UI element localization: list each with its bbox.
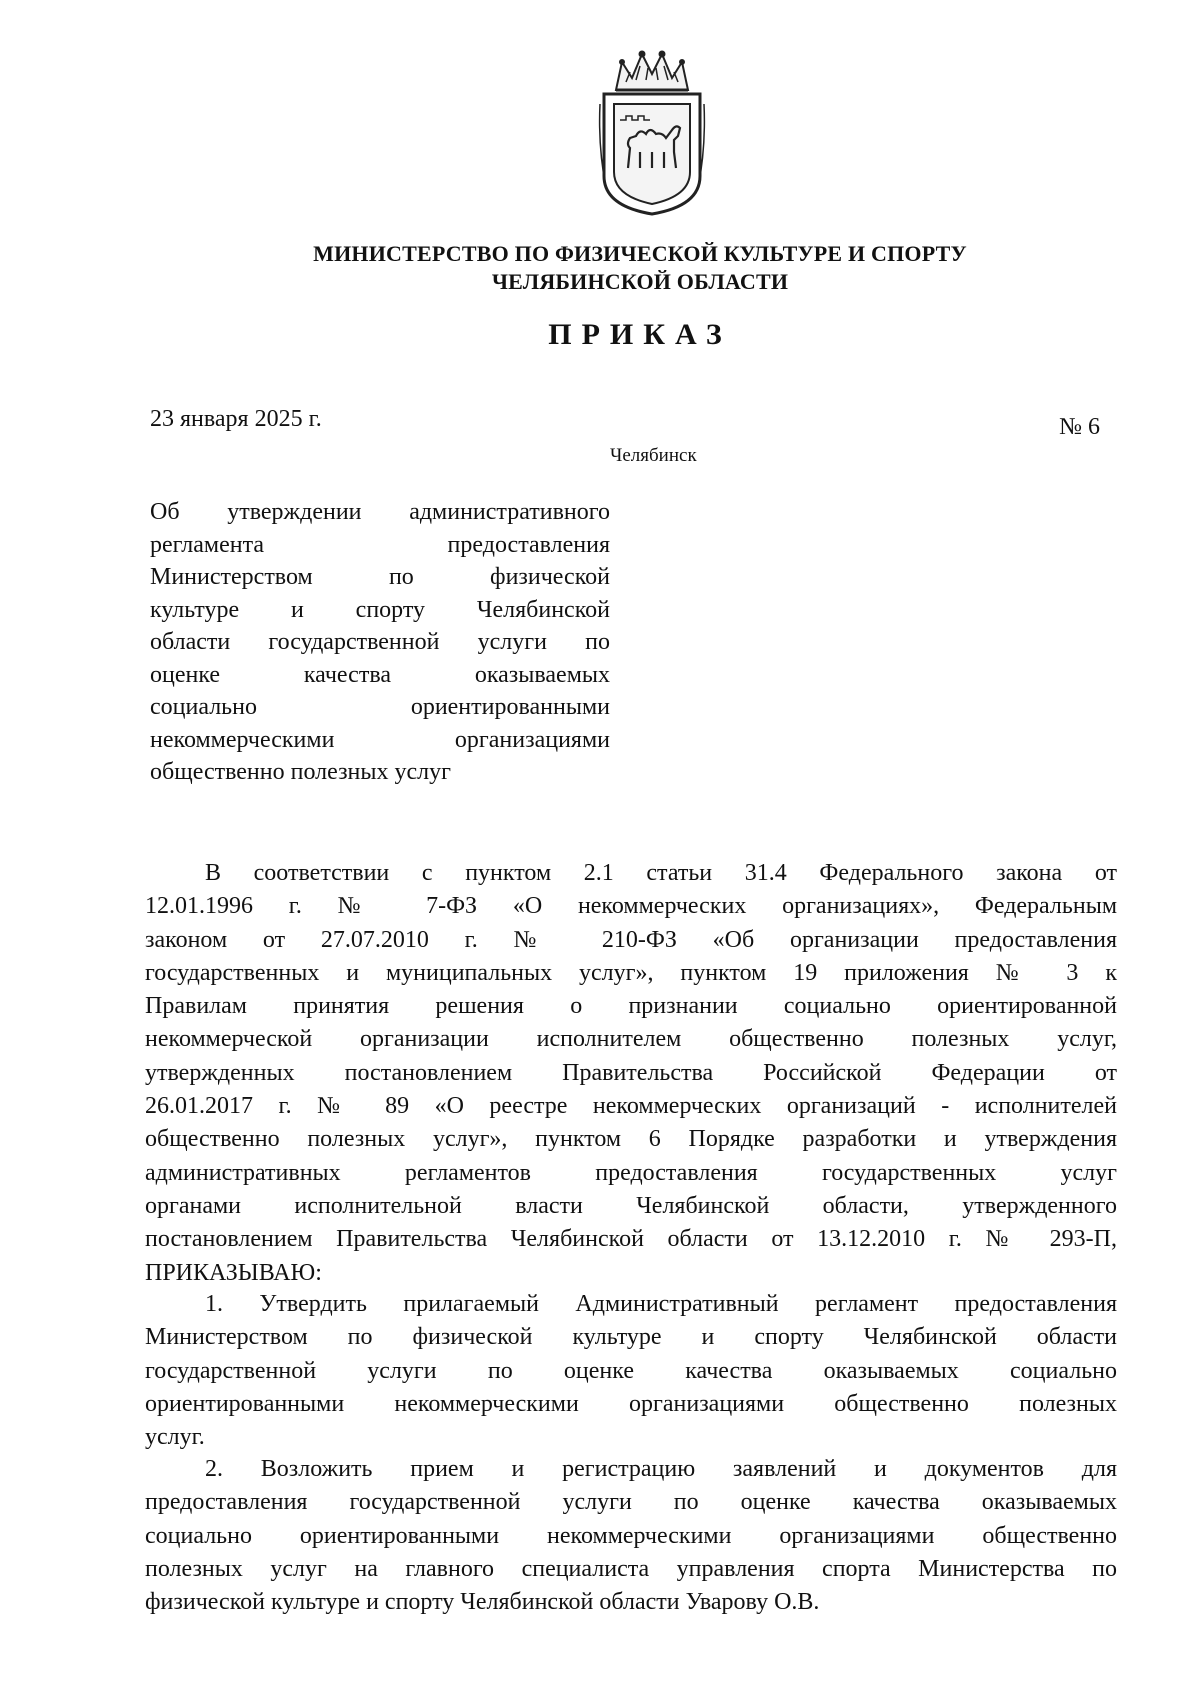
order-date: 23 января 2025 г. bbox=[150, 406, 322, 432]
subject-line: общественно полезных услуг bbox=[150, 759, 451, 785]
preamble-line: законом от 27.07.2010 г. № 210-ФЗ «Об организации предоставления bbox=[145, 926, 1117, 953]
item1-line: ориентированными некоммерческими организациями общественно полезных bbox=[145, 1390, 1117, 1417]
subject-line: культуре и спорту Челябинской bbox=[150, 596, 610, 623]
preamble-line: некоммерческой организации исполнителем общественно полезных услуг, bbox=[145, 1026, 1117, 1053]
order-subject bbox=[150, 496, 610, 789]
item2-line: социально ориентированными некоммерческими организациями общественно bbox=[145, 1522, 1117, 1549]
document-type-title: ПРИКАЗ bbox=[548, 318, 732, 351]
issue-city: Челябинск bbox=[610, 445, 697, 466]
ministry-name-line-2: ЧЕЛЯБИНСКОЙ ОБЛАСТИ bbox=[491, 269, 789, 294]
item1-line: 1. Утвердить прилагаемый Административный регламент предоставления bbox=[205, 1291, 1117, 1317]
preamble-line: административных регламентов предоставления государственных услуг bbox=[145, 1159, 1117, 1186]
order-item-2 bbox=[145, 1453, 1117, 1619]
preamble-line: утвержденных постановлением Правительства Российской Федерации от bbox=[145, 1059, 1117, 1086]
preamble-line: государственных и муниципальных услуг», пунктом 19 приложения № 3 к bbox=[145, 959, 1117, 986]
subject-line: некоммерческими организациями bbox=[150, 726, 610, 753]
subject-line: оценке качества оказываемых bbox=[150, 661, 610, 688]
item2-line: полезных услуг на главного специалиста управления спорта Министерства по bbox=[145, 1555, 1117, 1582]
orders-keyword: ПРИКАЗЫВАЮ: bbox=[145, 1259, 322, 1286]
item2-line: 2. Возложить прием и регистрацию заявлений и документов для bbox=[205, 1456, 1117, 1482]
preamble-line: 26.01.2017 г. № 89 «О реестре некоммерческих организаций - исполнителей bbox=[145, 1093, 1117, 1120]
item1-line: услуг. bbox=[145, 1424, 205, 1451]
subject-line: регламента предоставления bbox=[150, 531, 610, 558]
preamble-line: постановлением Правительства Челябинской области от 13.12.2010 г. № 293-П, bbox=[145, 1226, 1117, 1253]
preamble-line: органами исполнительной власти Челябинской области, утвержденного bbox=[145, 1192, 1117, 1219]
subject-line: Министерством по физической bbox=[150, 564, 610, 590]
subject-line: области государственной услуги по bbox=[150, 629, 610, 655]
order-number: № 6 bbox=[1059, 414, 1100, 440]
item1-line: Министерством по физической культуре и спорту Челябинской области bbox=[145, 1324, 1117, 1351]
subject-line: социально ориентированными bbox=[150, 694, 610, 720]
chelyabinsk-coat-of-arms-icon bbox=[596, 48, 708, 218]
preamble-line: Правилам принятия решения о признании социально ориентированной bbox=[145, 993, 1117, 1020]
subject-line: Об утверждении административного bbox=[150, 499, 610, 525]
order-item-1 bbox=[145, 1288, 1117, 1454]
item1-line: государственной услуги по оценке качества оказываемых социально bbox=[145, 1357, 1117, 1384]
item2-line: физической культуре и спорту Челябинской области Уварову О.В. bbox=[145, 1589, 820, 1616]
preamble-line: 12.01.1996 г. № 7-ФЗ «О некоммерческих организациях», Федеральным bbox=[145, 893, 1117, 920]
item2-line: предоставления государственной услуги по оценке качества оказываемых bbox=[145, 1489, 1117, 1516]
preamble-line: В соответствии с пунктом 2.1 статьи 31.4 Федерального закона от bbox=[205, 860, 1117, 886]
preamble-paragraph bbox=[145, 857, 1117, 1290]
ministry-name-line-1: МИНИСТЕРСТВО ПО ФИЗИЧЕСКОЙ КУЛЬТУРЕ И СПОРТУ bbox=[313, 241, 967, 266]
preamble-line: общественно полезных услуг», пунктом 6 Порядке разработки и утверждения bbox=[145, 1126, 1117, 1153]
